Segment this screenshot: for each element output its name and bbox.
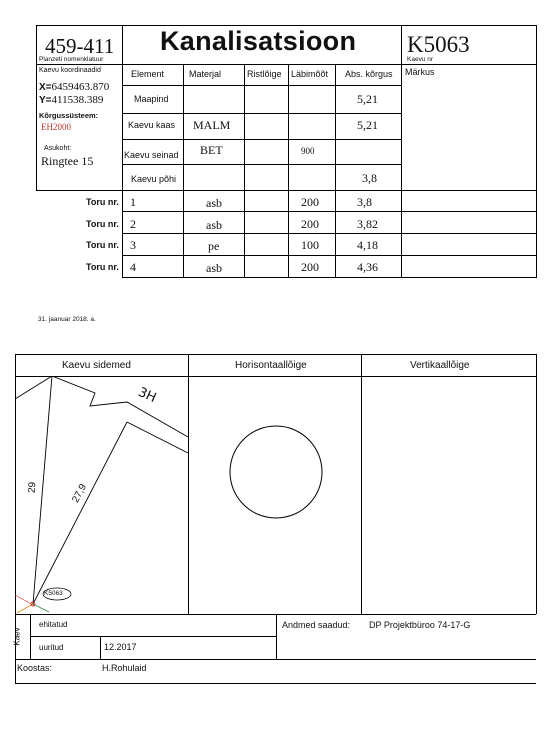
row-labimoot-value: 900: [301, 146, 315, 156]
pipe-label: Toru nr.: [86, 240, 119, 250]
sketch-col-horizontal: Horisontaallõige: [235, 360, 307, 371]
building-edge: [127, 422, 188, 453]
pipe-labimoot: 200: [301, 260, 319, 274]
ehitatud-label: ehitatud: [39, 620, 68, 629]
row-element-label: Kaevu seinad: [124, 150, 179, 160]
pipe-materjal: asb: [206, 261, 222, 275]
location-label: Asukoht:: [44, 145, 72, 152]
page-title: Kanalisatsioon: [160, 26, 357, 56]
col-header-korgus: Abs. kõrgus: [345, 69, 393, 79]
horizontal-section: [188, 376, 361, 614]
row-korgus-value: 5,21: [357, 118, 378, 132]
distance-label-279: 27,9: [70, 482, 90, 505]
pipe-nr: 3: [130, 238, 136, 252]
coord-y-value: 411538.389: [51, 94, 104, 106]
pipe-label: Toru nr.: [86, 262, 119, 272]
koostas-value: H.Rohulaid: [102, 663, 147, 673]
coord-x: [39, 81, 109, 93]
pipe-korgus: 4,18: [357, 238, 378, 252]
pipe-materjal: asb: [206, 196, 222, 210]
building-label: 3H: [135, 384, 159, 407]
pipe-green: [33, 604, 49, 612]
pipe-nr: 4: [130, 260, 136, 274]
uuritud-value: 12.2017: [104, 642, 137, 652]
coord-y-label: Y=: [39, 95, 52, 106]
pipe-labimoot: 200: [301, 217, 319, 231]
col-header-element: Element: [131, 69, 165, 79]
col-header-labimoot: Läbimõõt: [291, 69, 329, 79]
row-materjal-value: BET: [200, 143, 223, 157]
pipe-labimoot: 100: [301, 238, 319, 252]
height-system-value: EH2000: [41, 122, 71, 132]
sketch-col-vertical: Vertikaallõige: [410, 360, 470, 371]
pipe-materjal: asb: [206, 218, 222, 232]
pipe-label: Toru nr.: [86, 197, 119, 207]
row-korgus-value: 3,8: [362, 171, 377, 185]
pipe-orange: [17, 604, 33, 613]
coord-x-label: X=: [39, 82, 52, 93]
coords-label: Kaevu koordinaadid: [39, 67, 101, 74]
pipe-nr: 2: [130, 217, 136, 231]
location-value: Ringtee 15: [41, 154, 94, 168]
nomenclature-label: Planzeti nomenklatuur: [39, 56, 104, 63]
document-date: 31. jaanuar 2018. a.: [38, 316, 96, 323]
andmed-value: DP Projektbüroo 74-17-G: [369, 620, 471, 630]
coord-x-value: 6459463.870: [51, 81, 110, 93]
sketch-col-links: Kaevu sidemed: [62, 360, 131, 371]
col-header-ristloige: Ristlõige: [247, 69, 282, 79]
nomenclature-number: 459-411: [45, 34, 115, 58]
row-korgus-value: 5,21: [357, 92, 378, 106]
row-materjal-value: MALM: [193, 118, 231, 132]
andmed-label: Andmed saadud:: [282, 620, 351, 630]
height-system-label: Kõrgussüsteem:: [39, 111, 99, 120]
well-id-label: Kaevu nr: [407, 56, 434, 63]
well-circle: [230, 426, 322, 518]
row-element-label: Maapind: [134, 94, 169, 104]
well-tag: K5063: [44, 590, 63, 597]
pipe-nr: 1: [130, 195, 136, 209]
distance-line-279: [33, 422, 127, 604]
coord-y: [39, 94, 103, 106]
col-header-materjal: Materjal: [189, 69, 222, 79]
well-id: K5063: [407, 32, 470, 57]
col-header-markus: Märkus: [405, 67, 435, 77]
building-outline: [15, 376, 188, 437]
distance-label-29: 29: [26, 481, 39, 494]
uuritud-label: uuritud: [39, 643, 64, 652]
row-element-label: Kaevu kaas: [128, 120, 176, 130]
pipe-materjal: pe: [208, 239, 220, 253]
pipe-label: Toru nr.: [86, 219, 119, 229]
koostas-label: Koostas:: [17, 663, 53, 673]
pipe-labimoot: 200: [301, 195, 319, 209]
kaev-label: Kaev: [12, 627, 22, 646]
pipe-korgus: 3,8: [357, 195, 372, 209]
row-element-label: Kaevu põhi: [131, 174, 177, 184]
pipe-korgus: 4,36: [357, 260, 378, 274]
pipe-korgus: 3,82: [357, 217, 378, 231]
well-links-sketch: [15, 376, 188, 614]
